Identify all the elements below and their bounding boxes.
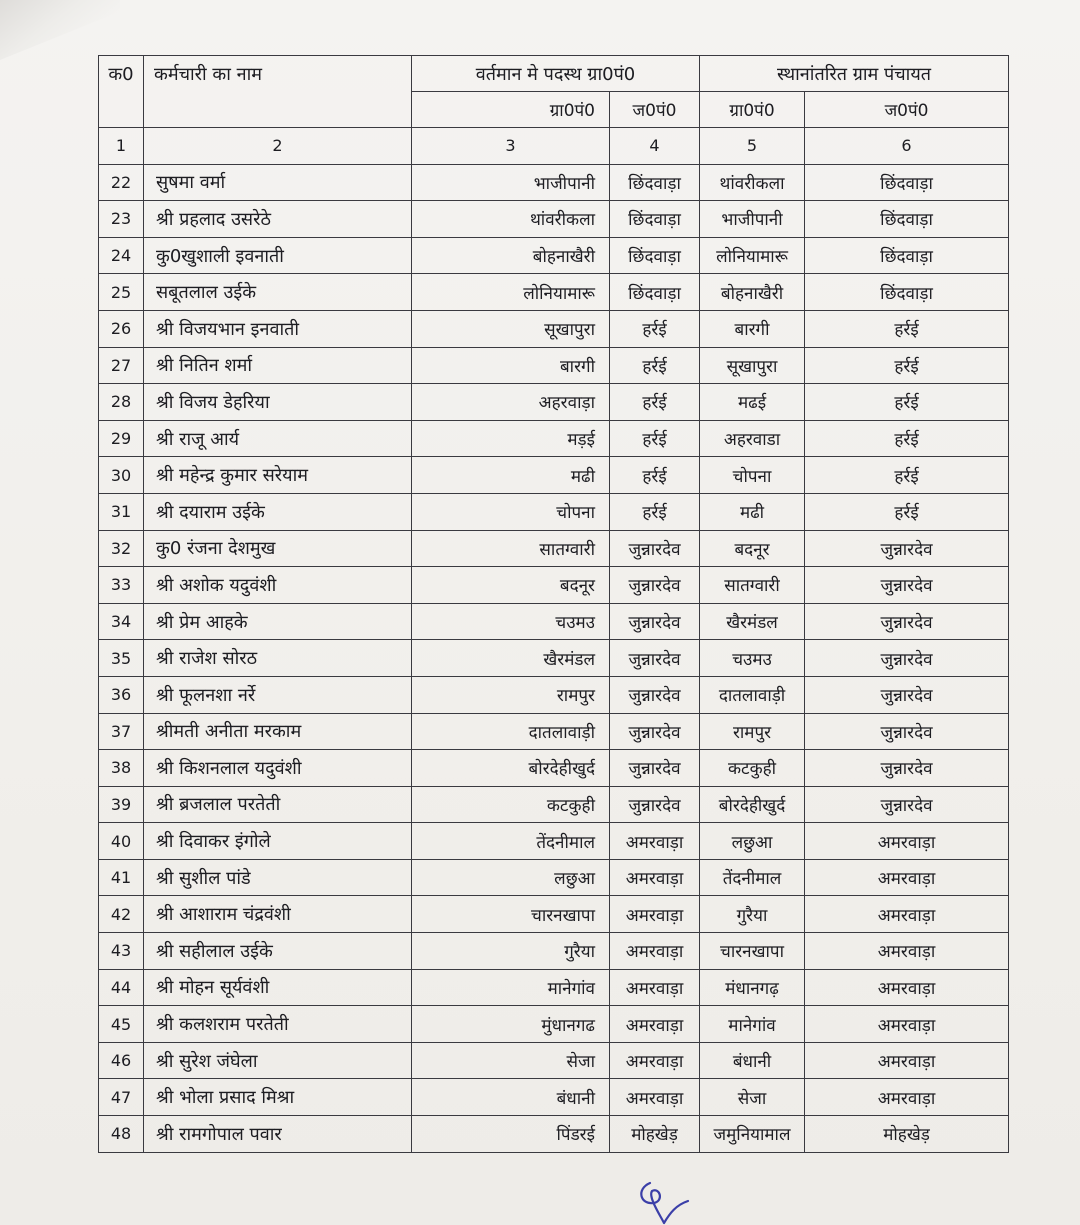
row-serial-number: 32 [99, 530, 144, 567]
table-row [99, 640, 1009, 677]
row-employee-name: श्री अशोक यदुवंशी [144, 567, 412, 604]
row-current-janpad-panchayat: जुन्नारदेव [610, 530, 700, 567]
table-row [99, 750, 1009, 787]
table-row [99, 603, 1009, 640]
row-current-janpad-panchayat: हर्रई [610, 310, 700, 347]
row-current-janpad-panchayat: हर्रई [610, 347, 700, 384]
table-row [99, 713, 1009, 750]
row-new-janpad-panchayat: जुन्नारदेव [805, 640, 1009, 677]
row-serial-number: 31 [99, 493, 144, 530]
row-employee-name: श्री महेन्द्र कुमार सरेयाम [144, 457, 412, 494]
row-employee-name: श्रीमती अनीता मरकाम [144, 713, 412, 750]
row-serial-number: 37 [99, 713, 144, 750]
row-employee-name: सबूतलाल उईके [144, 274, 412, 311]
row-serial-number: 30 [99, 457, 144, 494]
table-row [99, 896, 1009, 933]
row-new-gram-panchayat: मानेगांव [700, 1006, 805, 1043]
header-transferred-panchayat: स्थानांतरित ग्राम पंचायत [700, 56, 1009, 92]
row-current-gram-panchayat: भाजीपानी [412, 164, 610, 201]
row-employee-name: श्री विजय डेहरिया [144, 384, 412, 421]
row-current-janpad-panchayat: जुन्नारदेव [610, 750, 700, 787]
row-current-janpad-panchayat: जुन्नारदेव [610, 676, 700, 713]
row-serial-number: 43 [99, 933, 144, 970]
row-serial-number: 28 [99, 384, 144, 421]
subheader-gp-new: ग्रा0पं0 [700, 92, 805, 128]
row-current-gram-panchayat: लोनियामारू [412, 274, 610, 311]
row-serial-number: 35 [99, 640, 144, 677]
table-row [99, 676, 1009, 713]
row-new-janpad-panchayat: छिंदवाड़ा [805, 274, 1009, 311]
row-current-janpad-panchayat: छिंदवाड़ा [610, 237, 700, 274]
row-current-janpad-panchayat: छिंदवाड़ा [610, 274, 700, 311]
row-current-gram-panchayat: बदनूर [412, 567, 610, 604]
page-fold-shadow [0, 0, 120, 60]
subheader-gp-current: ग्रा0पं0 [412, 92, 610, 128]
row-new-gram-panchayat: बदनूर [700, 530, 805, 567]
column-number: 3 [412, 128, 610, 165]
row-new-gram-panchayat: अहरवाडा [700, 420, 805, 457]
row-new-janpad-panchayat: अमरवाड़ा [805, 933, 1009, 970]
row-serial-number: 24 [99, 237, 144, 274]
row-serial-number: 26 [99, 310, 144, 347]
row-new-janpad-panchayat: अमरवाड़ा [805, 1042, 1009, 1079]
row-employee-name: श्री रामगोपाल पवार [144, 1116, 412, 1153]
row-new-gram-panchayat: बारगी [700, 310, 805, 347]
table-row [99, 384, 1009, 421]
row-current-janpad-panchayat: अमरवाड़ा [610, 823, 700, 860]
row-employee-name: श्री दयाराम उईके [144, 493, 412, 530]
row-new-gram-panchayat: तेंदनीमाल [700, 859, 805, 896]
row-serial-number: 34 [99, 603, 144, 640]
row-new-gram-panchayat: मढी [700, 493, 805, 530]
row-new-gram-panchayat: गुरैया [700, 896, 805, 933]
row-serial-number: 39 [99, 786, 144, 823]
row-current-gram-panchayat: सूखापुरा [412, 310, 610, 347]
row-new-gram-panchayat: चोपना [700, 457, 805, 494]
header-sn: क0 [99, 56, 144, 128]
row-current-gram-panchayat: तेंदनीमाल [412, 823, 610, 860]
row-new-gram-panchayat: चउमउ [700, 640, 805, 677]
row-serial-number: 29 [99, 420, 144, 457]
row-serial-number: 22 [99, 164, 144, 201]
row-new-gram-panchayat: खैरमंडल [700, 603, 805, 640]
row-current-gram-panchayat: थांवरीकला [412, 201, 610, 238]
subheader-jp-new: ज0पं0 [805, 92, 1009, 128]
row-current-gram-panchayat: बंधानी [412, 1079, 610, 1116]
row-serial-number: 46 [99, 1042, 144, 1079]
row-current-janpad-panchayat: जुन्नारदेव [610, 640, 700, 677]
row-new-janpad-panchayat: अमरवाड़ा [805, 1006, 1009, 1043]
row-employee-name: श्री मोहन सूर्यवंशी [144, 969, 412, 1006]
row-new-janpad-panchayat: हर्रई [805, 347, 1009, 384]
table-row [99, 201, 1009, 238]
row-serial-number: 44 [99, 969, 144, 1006]
column-number: 5 [700, 128, 805, 165]
row-employee-name: श्री किशनलाल यदुवंशी [144, 750, 412, 787]
header-employee-name: कर्मचारी का नाम [144, 56, 412, 128]
row-current-janpad-panchayat: मोहखेड़ [610, 1116, 700, 1153]
row-current-gram-panchayat: सातग्वारी [412, 530, 610, 567]
row-current-janpad-panchayat: अमरवाड़ा [610, 1042, 700, 1079]
table-row [99, 457, 1009, 494]
row-employee-name: श्री प्रहलाद उसरेठे [144, 201, 412, 238]
row-new-janpad-panchayat: छिंदवाड़ा [805, 164, 1009, 201]
row-current-janpad-panchayat: अमरवाड़ा [610, 1006, 700, 1043]
row-current-janpad-panchayat: अमरवाड़ा [610, 969, 700, 1006]
row-employee-name: श्री भोला प्रसाद मिश्रा [144, 1079, 412, 1116]
row-new-janpad-panchayat: हर्रई [805, 457, 1009, 494]
row-serial-number: 25 [99, 274, 144, 311]
table-row [99, 969, 1009, 1006]
row-new-janpad-panchayat: मोहखेड़ [805, 1116, 1009, 1153]
row-new-janpad-panchayat: अमरवाड़ा [805, 859, 1009, 896]
table-row [99, 567, 1009, 604]
row-new-janpad-panchayat: हर्रई [805, 420, 1009, 457]
row-serial-number: 40 [99, 823, 144, 860]
table-row [99, 530, 1009, 567]
row-current-janpad-panchayat: अमरवाड़ा [610, 859, 700, 896]
row-new-janpad-panchayat: हर्रई [805, 493, 1009, 530]
table-row [99, 1116, 1009, 1153]
row-current-gram-panchayat: बोरदेहीखुर्द [412, 750, 610, 787]
row-current-gram-panchayat: गुरैया [412, 933, 610, 970]
row-new-janpad-panchayat: अमरवाड़ा [805, 823, 1009, 860]
row-current-gram-panchayat: मानेगांव [412, 969, 610, 1006]
row-serial-number: 36 [99, 676, 144, 713]
row-current-gram-panchayat: चारनखापा [412, 896, 610, 933]
row-current-janpad-panchayat: छिंदवाड़ा [610, 164, 700, 201]
column-number: 2 [144, 128, 412, 165]
row-current-gram-panchayat: रामपुर [412, 676, 610, 713]
row-new-gram-panchayat: कटकुही [700, 750, 805, 787]
row-employee-name: श्री आशाराम चंद्रवंशी [144, 896, 412, 933]
row-employee-name: श्री नितिन शर्मा [144, 347, 412, 384]
row-new-gram-panchayat: जमुनियामाल [700, 1116, 805, 1153]
row-new-janpad-panchayat: जुन्नारदेव [805, 786, 1009, 823]
row-current-gram-panchayat: कटकुही [412, 786, 610, 823]
row-current-janpad-panchayat: जुन्नारदेव [610, 786, 700, 823]
row-new-gram-panchayat: मढई [700, 384, 805, 421]
row-new-janpad-panchayat: जुन्नारदेव [805, 530, 1009, 567]
row-new-janpad-panchayat: छिंदवाड़ा [805, 237, 1009, 274]
table-row [99, 786, 1009, 823]
table-row [99, 347, 1009, 384]
column-number-row [99, 128, 1009, 165]
row-new-janpad-panchayat: अमरवाड़ा [805, 896, 1009, 933]
row-current-janpad-panchayat: अमरवाड़ा [610, 896, 700, 933]
row-current-gram-panchayat: मुंधानगढ [412, 1006, 610, 1043]
table-row [99, 1006, 1009, 1043]
row-current-gram-panchayat: पिंडरई [412, 1116, 610, 1153]
row-employee-name: श्री ब्रजलाल परतेती [144, 786, 412, 823]
row-serial-number: 41 [99, 859, 144, 896]
row-current-janpad-panchayat: अमरवाड़ा [610, 933, 700, 970]
row-new-gram-panchayat: भाजीपानी [700, 201, 805, 238]
row-current-janpad-panchayat: अमरवाड़ा [610, 1079, 700, 1116]
column-number: 6 [805, 128, 1009, 165]
row-new-janpad-panchayat: अमरवाड़ा [805, 969, 1009, 1006]
row-new-gram-panchayat: लोनियामारू [700, 237, 805, 274]
row-current-gram-panchayat: दातलावाड़ी [412, 713, 610, 750]
row-new-janpad-panchayat: हर्रई [805, 310, 1009, 347]
row-serial-number: 38 [99, 750, 144, 787]
row-current-janpad-panchayat: हर्रई [610, 384, 700, 421]
row-new-gram-panchayat: दातलावाड़ी [700, 676, 805, 713]
row-serial-number: 45 [99, 1006, 144, 1043]
row-current-gram-panchayat: लछुआ [412, 859, 610, 896]
row-employee-name: श्री फूलनशा नर्रे [144, 676, 412, 713]
row-serial-number: 33 [99, 567, 144, 604]
row-new-gram-panchayat: सातग्वारी [700, 567, 805, 604]
row-current-gram-panchayat: बारगी [412, 347, 610, 384]
row-new-janpad-panchayat: जुन्नारदेव [805, 713, 1009, 750]
row-serial-number: 42 [99, 896, 144, 933]
row-new-janpad-panchayat: जुन्नारदेव [805, 676, 1009, 713]
table-row [99, 420, 1009, 457]
row-current-janpad-panchayat: हर्रई [610, 420, 700, 457]
row-employee-name: श्री राजेश सोरठ [144, 640, 412, 677]
row-current-gram-panchayat: खैरमंडल [412, 640, 610, 677]
row-new-gram-panchayat: बोहनाखैरी [700, 274, 805, 311]
row-employee-name: श्री प्रेम आहके [144, 603, 412, 640]
table-row [99, 310, 1009, 347]
row-new-gram-panchayat: लछुआ [700, 823, 805, 860]
row-new-gram-panchayat: बंधानी [700, 1042, 805, 1079]
transfer-table [98, 55, 1009, 1153]
row-new-gram-panchayat: चारनखापा [700, 933, 805, 970]
row-current-janpad-panchayat: हर्रई [610, 457, 700, 494]
header-current-posting: वर्तमान मे पदस्थ ग्रा0पं0 [412, 56, 700, 92]
table-row [99, 823, 1009, 860]
row-employee-name: कु0 रंजना देशमुख [144, 530, 412, 567]
table-row [99, 274, 1009, 311]
row-employee-name: श्री सुशील पांडे [144, 859, 412, 896]
row-serial-number: 23 [99, 201, 144, 238]
table-row [99, 164, 1009, 201]
row-new-janpad-panchayat: छिंदवाड़ा [805, 201, 1009, 238]
row-employee-name: श्री कलशराम परतेती [144, 1006, 412, 1043]
subheader-jp-current: ज0पं0 [610, 92, 700, 128]
table-row [99, 1079, 1009, 1116]
row-current-gram-panchayat: चउमउ [412, 603, 610, 640]
row-current-gram-panchayat: मड़ई [412, 420, 610, 457]
row-new-janpad-panchayat: जुन्नारदेव [805, 750, 1009, 787]
row-current-gram-panchayat: चोपना [412, 493, 610, 530]
row-serial-number: 48 [99, 1116, 144, 1153]
row-current-janpad-panchayat: जुन्नारदेव [610, 713, 700, 750]
column-number: 1 [99, 128, 144, 165]
header-row [99, 56, 1009, 92]
row-new-gram-panchayat: रामपुर [700, 713, 805, 750]
row-new-janpad-panchayat: जुन्नारदेव [805, 603, 1009, 640]
row-new-gram-panchayat: मंधानगढ़ [700, 969, 805, 1006]
row-current-janpad-panchayat: हर्रई [610, 493, 700, 530]
row-employee-name: श्री सहीलाल उईके [144, 933, 412, 970]
table-row [99, 493, 1009, 530]
row-new-gram-panchayat: सेजा [700, 1079, 805, 1116]
row-new-janpad-panchayat: अमरवाड़ा [805, 1079, 1009, 1116]
row-current-gram-panchayat: सेजा [412, 1042, 610, 1079]
signature-mark [630, 1175, 700, 1225]
table-row [99, 933, 1009, 970]
row-employee-name: श्री राजू आर्य [144, 420, 412, 457]
row-new-janpad-panchayat: हर्रई [805, 384, 1009, 421]
row-current-janpad-panchayat: जुन्नारदेव [610, 603, 700, 640]
table-row [99, 859, 1009, 896]
row-current-gram-panchayat: मढी [412, 457, 610, 494]
row-employee-name: सुषमा वर्मा [144, 164, 412, 201]
row-serial-number: 27 [99, 347, 144, 384]
row-serial-number: 47 [99, 1079, 144, 1116]
row-new-gram-panchayat: थांवरीकला [700, 164, 805, 201]
table-row [99, 237, 1009, 274]
table-row [99, 1042, 1009, 1079]
row-employee-name: कु0खुशाली इवनाती [144, 237, 412, 274]
row-current-gram-panchayat: बोहनाखैरी [412, 237, 610, 274]
row-new-gram-panchayat: बोरदेहीखुर्द [700, 786, 805, 823]
column-number: 4 [610, 128, 700, 165]
row-employee-name: श्री दिवाकर इंगोले [144, 823, 412, 860]
row-current-gram-panchayat: अहरवाड़ा [412, 384, 610, 421]
row-new-janpad-panchayat: जुन्नारदेव [805, 567, 1009, 604]
row-employee-name: श्री विजयभान इनवाती [144, 310, 412, 347]
row-employee-name: श्री सुरेश जंघेला [144, 1042, 412, 1079]
row-current-janpad-panchayat: छिंदवाड़ा [610, 201, 700, 238]
row-new-gram-panchayat: सूखापुरा [700, 347, 805, 384]
row-current-janpad-panchayat: जुन्नारदेव [610, 567, 700, 604]
